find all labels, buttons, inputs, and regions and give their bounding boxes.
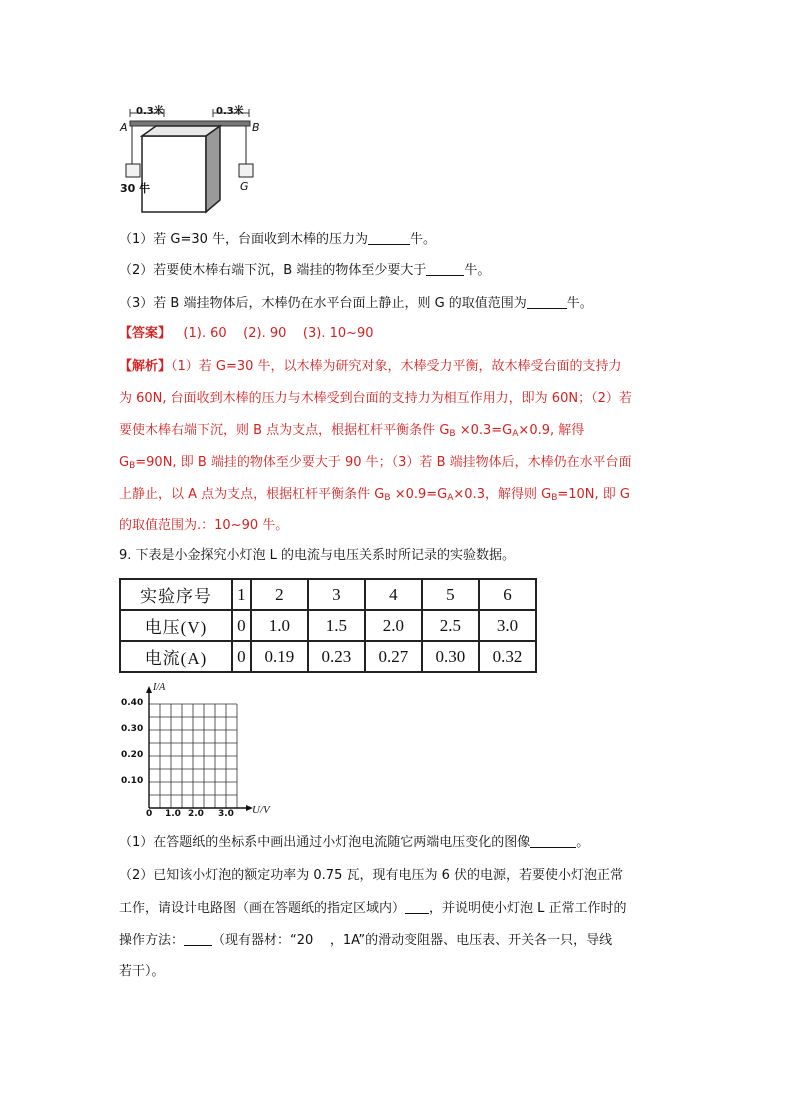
y-tick-label: 0.40 xyxy=(121,698,144,708)
table-row xyxy=(120,610,536,641)
table-cell: 电流(A) xyxy=(120,641,232,672)
answer-blank xyxy=(530,833,576,848)
y-tick-label: 0.30 xyxy=(121,724,144,734)
analysis-line-1: 【解析】（1）若 G=30 牛，以木棒为研究对象，木棒受力平衡，故木棒受台面的支持力 xyxy=(119,359,622,374)
dist-left-label: 0.3米 xyxy=(136,106,164,117)
answer-blank xyxy=(527,294,567,309)
point-a-label: A xyxy=(120,121,128,134)
answer-line xyxy=(119,324,374,344)
analysis-line-4: $G_B=90N$, 即 B 端挂的物体至少要大于 90 牛；（3）若 B 端挂物体后，木棒仍在水平台面 xyxy=(119,455,632,471)
table-cell: 6 xyxy=(479,579,536,610)
q9-part-2-line-4: 若干）。 xyxy=(119,964,165,979)
q9-part-1: （1）在答题纸的坐标系中画出通过小灯泡电流随它两端电压变化的图像 。 xyxy=(119,835,590,850)
graph-x-label: U/V xyxy=(252,804,270,816)
table-header-row xyxy=(120,579,536,610)
answer-blank xyxy=(184,931,212,946)
table-cell: 1 xyxy=(232,579,251,610)
lever-figure xyxy=(118,100,268,218)
y-tick-label: 0.20 xyxy=(121,750,144,760)
answer-blank xyxy=(368,230,410,245)
blank-graph xyxy=(119,684,279,820)
question-2: （2）若要使木棒右端下沉，B 端挂的物体至少要大于 牛。 xyxy=(119,263,491,278)
table-cell: 4 xyxy=(365,579,422,610)
answer-heading: 【答案】 xyxy=(119,326,172,341)
table-cell: 0.30 xyxy=(422,641,479,672)
question-3: （3）若 B 端挂物体后，木棒仍在水平台面上静止，则 G 的取值范围为 牛。 xyxy=(119,296,593,311)
y-tick-label: 0.10 xyxy=(121,776,144,786)
analysis-line-6: 的取值范围为.：10~90 牛。 xyxy=(119,518,289,533)
x-tick-label: 0 xyxy=(146,809,153,819)
table-cell: 2.0 xyxy=(365,610,422,641)
right-weight-label: G xyxy=(240,180,249,193)
table-cell: 0.23 xyxy=(308,641,365,672)
table-cell: 实验序号 xyxy=(120,579,232,610)
table-cell: 3.0 xyxy=(479,610,536,641)
q9-part-2-line-3: 操作方法： （现有器材：“20 ，1A”的滑动变阻器、电压表、开关各一只，导线 xyxy=(119,933,613,948)
graph-y-label: I/A xyxy=(153,682,166,693)
x-tick-label: 2.0 xyxy=(188,809,204,819)
point-b-label: B xyxy=(252,121,260,134)
table-cell: 0.27 xyxy=(365,641,422,672)
q9-part-2-line-2: 工作，请设计电路图（画在答题纸的指定区域内） ，并说明使小灯泡 L 正常工作时的 xyxy=(119,901,627,916)
answer-values: (1). 60 (2). 90 (3). 10~90 xyxy=(171,326,374,341)
analysis-line-3: 要使木棒右端下沉，则 B 点为支点，根据杠杆平衡条件 $G_B \times 0.3=G_A\times 0.9$, 解得 xyxy=(119,423,585,439)
analysis-line-5: 上静止，以 A 点为支点，根据杠杆平衡条件 $G_B \times 0.9=G_A\times 0.3$，解得则 $G_B=10N$, 即 G xyxy=(119,487,631,503)
x-tick-label: 3.0 xyxy=(218,809,234,819)
lever-diagram xyxy=(118,100,268,218)
x-tick-label: 1.0 xyxy=(165,809,181,819)
table-cell: 2 xyxy=(251,579,308,610)
table-cell: 0 xyxy=(232,610,251,641)
table-cell: 电压(V) xyxy=(120,610,232,641)
table-cell: 2.5 xyxy=(422,610,479,641)
table-cell: 0.32 xyxy=(479,641,536,672)
answer-blank xyxy=(426,261,464,276)
table-cell: 0.19 xyxy=(251,641,308,672)
table-cell: 3 xyxy=(308,579,365,610)
table-cell: 5 xyxy=(422,579,479,610)
q9-part-2-line-1: （2）已知该小灯泡的额定功率为 0.75 瓦，现有电压为 6 伏的电源，若要使小灯泡正常 xyxy=(119,868,624,883)
dist-right-label: 0.3米 xyxy=(216,106,244,117)
answer-blank xyxy=(405,899,429,914)
question-1: （1）若 G=30 牛，台面收到木棒的压力为 牛。 xyxy=(119,232,437,247)
analysis-line-2: 为 60N, 台面收到木棒的压力与木棒受到台面的支持力为相互作用力，即为 60N；（2）若 xyxy=(119,391,632,406)
left-weight-label: 30 牛 xyxy=(120,182,151,195)
question-9-intro: 9. 下表是小金探究小灯泡 L 的电流与电压关系时所记录的实验数据。 xyxy=(119,548,516,563)
table-cell: 1.5 xyxy=(308,610,365,641)
table-cell: 1.0 xyxy=(251,610,308,641)
experiment-table xyxy=(119,578,537,673)
table-cell: 0 xyxy=(232,641,251,672)
table-row xyxy=(120,641,536,672)
